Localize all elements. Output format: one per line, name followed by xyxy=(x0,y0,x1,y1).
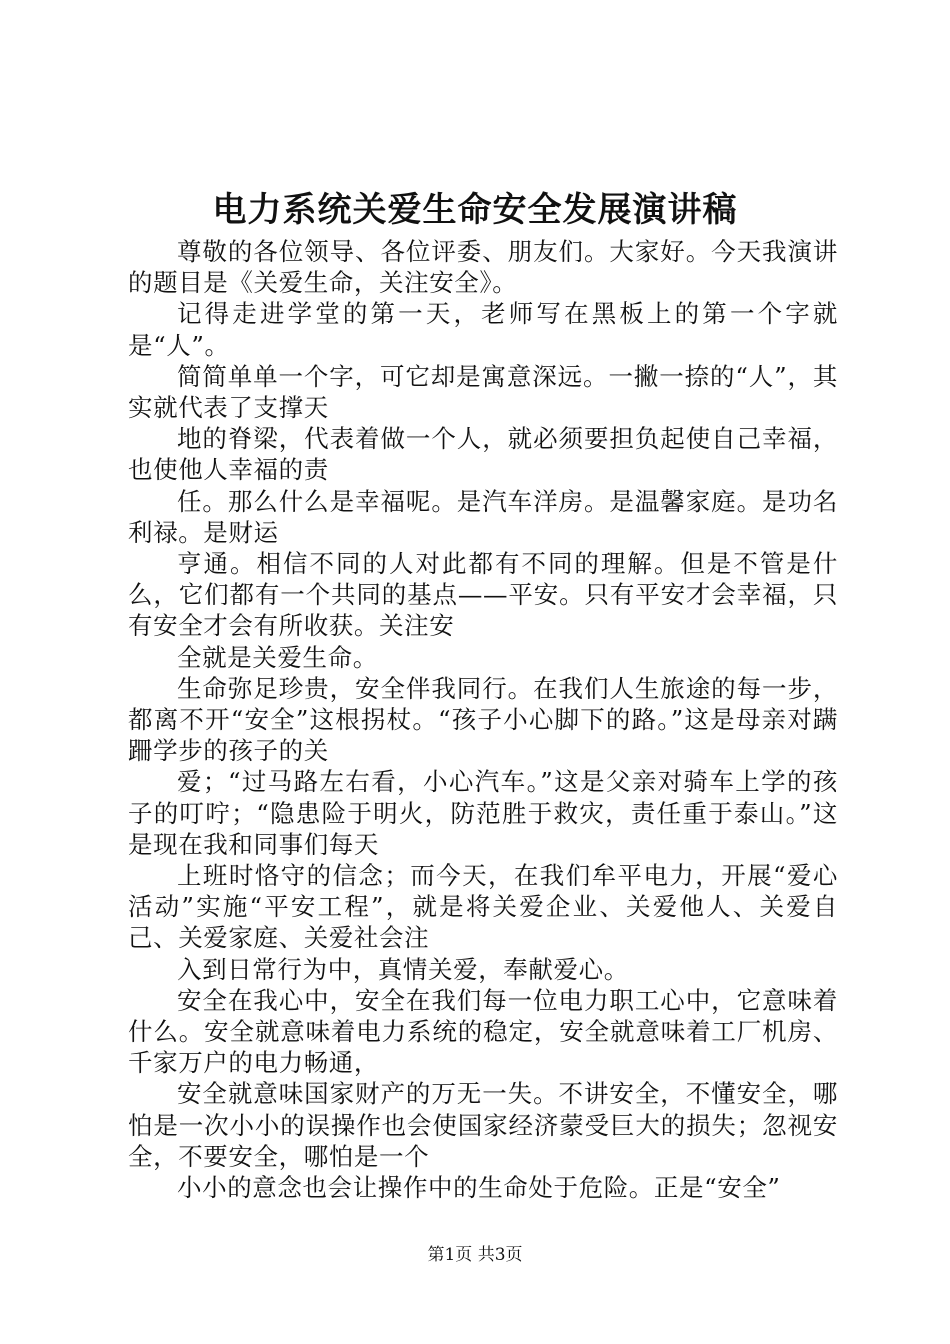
paragraph: 记得走进学堂的第一天，老师写在黑板上的第一个字就是“人”。 xyxy=(128,299,838,360)
paragraph: 地的脊梁，代表着做一个人，就必须要担负起使自己幸福，也使他人幸福的责 xyxy=(128,424,838,485)
paragraph: 上班时恪守的信念；而今天，在我们牟平电力，开展“爱心活动”实施“平安工程”，就是将关爱企业、关爱他人、关爱自己、关爱家庭、关爱社会注 xyxy=(128,861,838,953)
paragraph: 亨通。相信不同的人对此都有不同的理解。但是不管是什么，它们都有一个共同的基点——平安。只有平安才会幸福，只有安全才会有所收获。关注安 xyxy=(128,549,838,641)
paragraph: 爱；“过马路左右看，小心汽车。”这是父亲对骑车上学的孩子的叮咛；“隐患险于明火，防范胜于救灾，责任重于泰山。”这是现在我和同事们每天 xyxy=(128,767,838,859)
paragraph: 简简单单一个字，可它却是寓意深远。一撇一捺的“人”，其实就代表了支撑天 xyxy=(128,361,838,423)
page-number-footer: 第1页 共3页 xyxy=(427,1245,523,1265)
paragraph: 安全在我心中，安全在我们每一位电力职工心中，它意味着什么。安全就意味着电力系统的稳定，安全就意味着工厂机房、千家万户的电力畅通， xyxy=(128,985,838,1078)
paragraph: 全就是关爱生命。 xyxy=(177,642,378,672)
document-body xyxy=(128,236,838,1203)
paragraph: 小小的意念也会让操作中的生命处于危险。正是“安全” xyxy=(177,1173,781,1203)
paragraph: 生命弥足珍贵，安全伴我同行。在我们人生旅途的每一步，都离不开“安全”这根拐杖。“孩子小心脚下的路。”这是母亲对蹒跚学步的孩子的关 xyxy=(128,673,838,766)
paragraph: 入到日常行为中，真情关爱，奉献爱心。 xyxy=(177,954,629,984)
paragraph: 任。那么什么是幸福呢。是汽车洋房。是温馨家庭。是功名利禄。是财运 xyxy=(128,486,838,547)
paragraph: 安全就意味国家财产的万无一失。不讲安全，不懂安全，哪怕是一次小小的误操作也会使国家经济蒙受巨大的损失；忽视安全，不要安全，哪怕是一个 xyxy=(128,1079,838,1171)
document-title: 电力系统关爱生命安全发展演讲稿 xyxy=(212,190,738,230)
paragraph: 尊敬的各位领导、各位评委、朋友们。大家好。今天我演讲的题目是《关爱生命，关注安全》。 xyxy=(128,237,838,298)
